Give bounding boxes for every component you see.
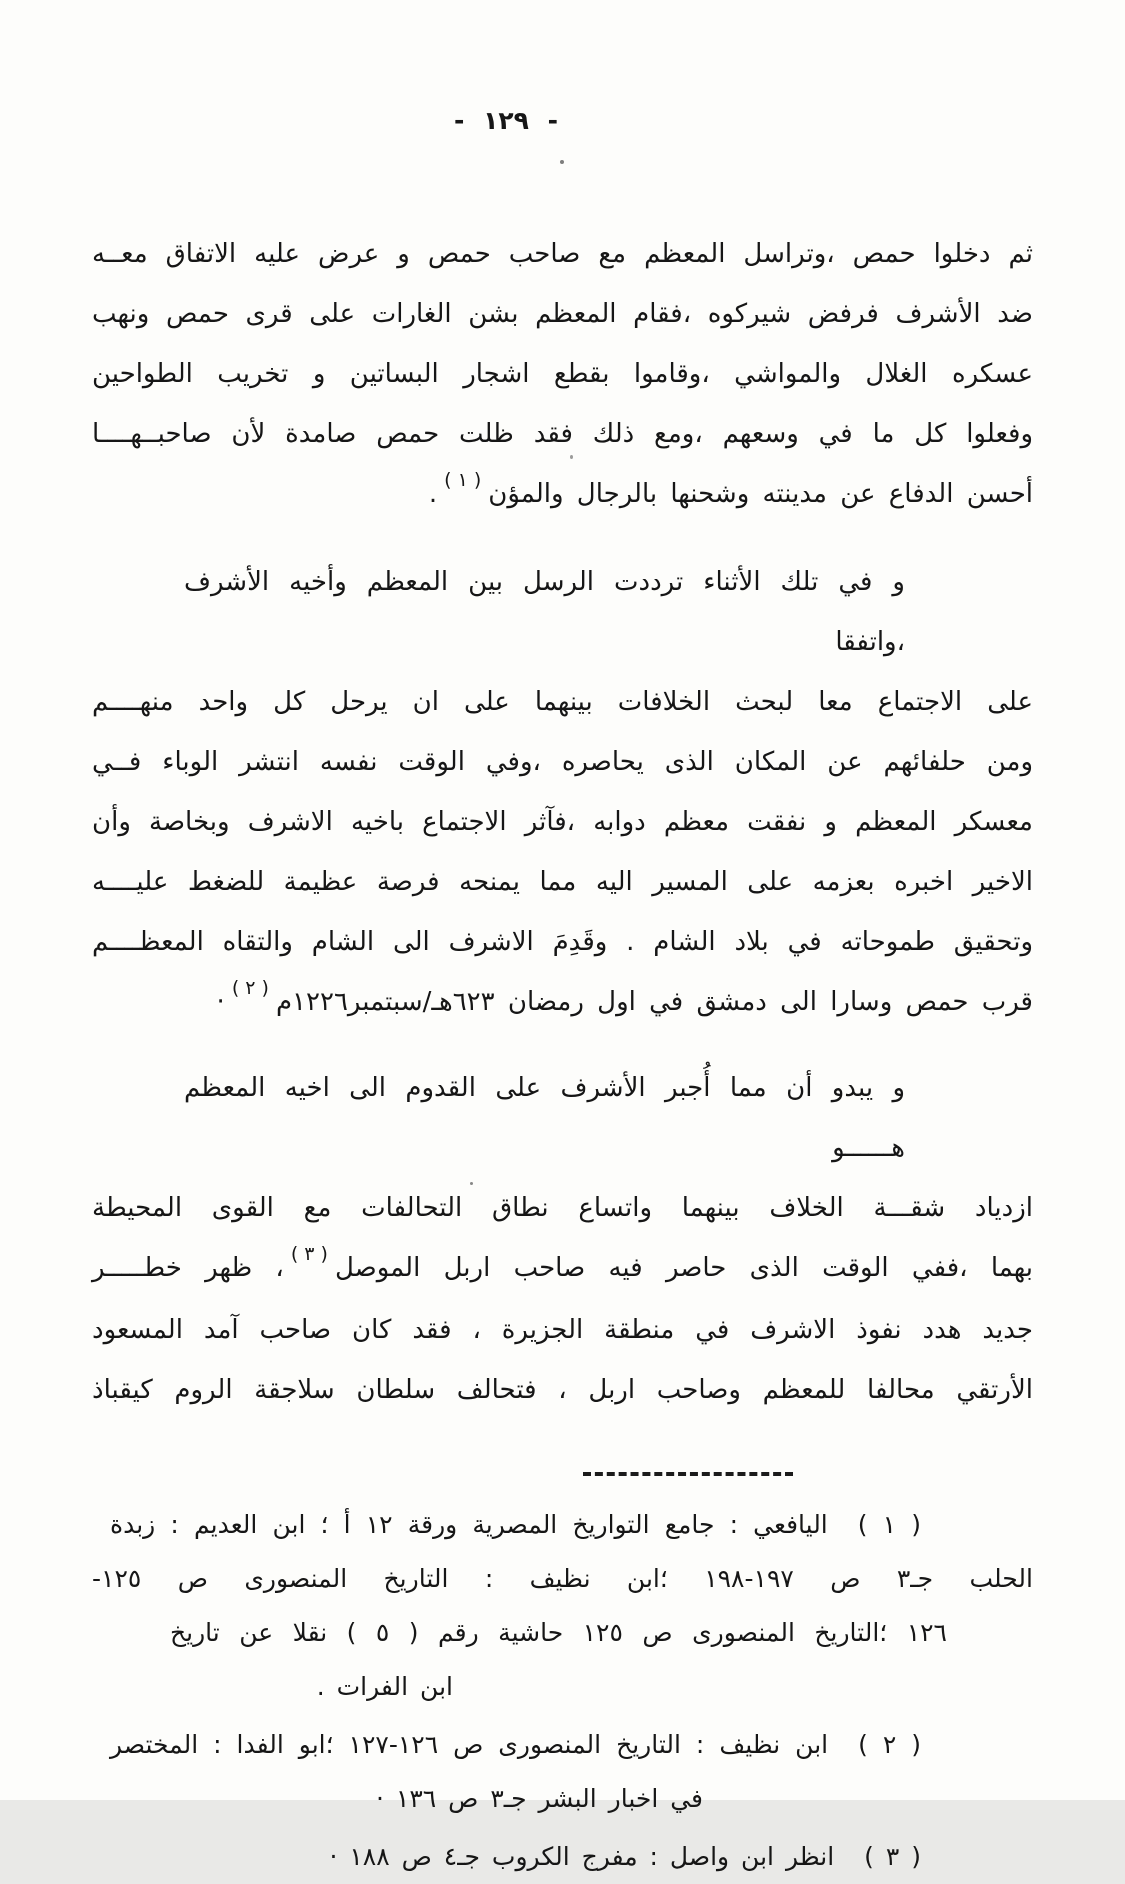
paragraph-3 bbox=[92, 1058, 1033, 1420]
text-segment: . bbox=[428, 479, 438, 509]
footnote-marker-1: ( ١ ) bbox=[857, 1510, 922, 1539]
text-line: جديد هدد نفوذ الاشرف في منطقة الجزيرة ، فقد كان صاحب آمد المسعود bbox=[92, 1315, 1033, 1345]
text-line: وفعلوا كل ما في وسعهم ،ومع ذلك فقد ظلت حمص صامدة لأن صاحبــهــــا bbox=[92, 419, 1033, 449]
footnotes-section bbox=[92, 1498, 1033, 1884]
footnote-3 bbox=[92, 1830, 1033, 1884]
text-line: على الاجتماع معا لبحث الخلافات بينهما على ان يرحل كل واحد منهــــم bbox=[92, 687, 1033, 717]
page-content bbox=[92, 224, 1033, 1884]
text-line: عسكره الغلال والمواشي ،وقاموا بقطع اشجار البساتين و تخريب الطواحين bbox=[92, 359, 1033, 389]
footnote-marker-2: ( ٢ ) bbox=[858, 1730, 922, 1759]
text-line: و في تلك الأثناء ترددت الرسل بين المعظم وأخيه الأشرف ،واتفقا bbox=[184, 567, 905, 657]
footnote-line: ١٢٦ ؛التاريخ المنصورى ص ١٢٥ حاشية رقم ( ٥ ) نقلا عن تاريخ bbox=[170, 1618, 947, 1647]
footnote-marker-3: ( ٣ ) bbox=[864, 1842, 921, 1871]
text-line: ثم دخلوا حمص ،وتراسل المعظم مع صاحب حمص و عرض عليه الاتفاق معــه bbox=[92, 239, 1033, 269]
footnote-line: في اخبار البشر جـ٣ ص ١٣٦ · bbox=[375, 1784, 703, 1813]
footnote-text: انظر ابن واصل : مفرج الكروب جـ٤ ص ١٨٨ · bbox=[329, 1842, 835, 1871]
footnote-ref-3: ( ٣ ) bbox=[290, 1243, 328, 1265]
footnote-line: الحلب جـ٣ ص ١٩٧-١٩٨ ؛ابن نظيف : التاريخ المنصورى ص ١٢٥- bbox=[92, 1564, 1033, 1593]
text-line: ازدياد شقـــة الخلاف بينهما واتساع نطاق التحالفات مع القوى المحيطة bbox=[92, 1193, 1033, 1223]
text-line: الاخير اخبره بعزمه على المسير اليه مما يمنحه فرصة عظيمة للضغط عليــــه bbox=[92, 867, 1033, 897]
text-segment: قرب حمص وسارا الى دمشق في اول رمضان ٦٢٣هـ/سبتمبر١٢٢٦م bbox=[275, 987, 1033, 1017]
text-segment: ، ظهر خطـــــر bbox=[92, 1253, 284, 1283]
footnote-ref-2: ( ٢ ) bbox=[231, 977, 269, 999]
text-segment: أحسن الدفاع عن مدينته وشحنها بالرجال والمؤن bbox=[488, 479, 1033, 509]
text-line bbox=[92, 464, 1033, 526]
footnote-line bbox=[92, 1718, 1033, 1772]
text-line: ضد الأشرف فرفض شيركوه ،فقام المعظم بشن الغارات على قرى حمص ونهب bbox=[92, 299, 1033, 329]
page-number: - ١٢٩ - bbox=[454, 106, 558, 135]
paragraph-1 bbox=[92, 224, 1033, 526]
footnote-text: ابن نظيف : التاريخ المنصورى ص ١٢٦-١٢٧ ؛ابو الفدا : المختصر bbox=[110, 1730, 829, 1759]
footnote-2 bbox=[92, 1718, 1033, 1826]
footnote-1 bbox=[92, 1498, 1033, 1714]
text-line bbox=[92, 972, 1033, 1034]
text-line bbox=[92, 1238, 1033, 1300]
text-segment: · bbox=[216, 987, 225, 1017]
paragraph-2 bbox=[92, 552, 1033, 1034]
footnote-line: ابن الفرات . bbox=[316, 1672, 453, 1701]
text-line: وتحقيق طموحاته في بلاد الشام . وقَدِمَ الاشرف الى الشام والتقاه المعظــــم bbox=[92, 927, 1033, 957]
text-line: ومن حلفائهم عن المكان الذى يحاصره ،وفي الوقت نفسه انتشر الوباء فــي bbox=[92, 747, 1033, 777]
text-line: الأرتقي محالفا للمعظم وصاحب اربل ، فتحالف سلطان سلاجقة الروم كيقباذ bbox=[92, 1375, 1033, 1405]
scan-speck bbox=[560, 160, 564, 164]
footnote-separator bbox=[583, 1472, 793, 1476]
footnote-line bbox=[92, 1830, 1033, 1884]
footnote-line bbox=[92, 1498, 1033, 1552]
text-segment: بهما ،ففي الوقت الذى حاصر فيه صاحب اربل الموصل bbox=[334, 1253, 1033, 1283]
footnote-ref-1: ( ١ ) bbox=[444, 469, 482, 491]
text-line: و يبدو أن مما أُجبر الأشرف على القدوم الى اخيه المعظم هــــــو bbox=[184, 1073, 905, 1163]
text-line: معسكر المعظم و نفقت معظم دوابه ،فآثر الاجتماع باخيه الاشرف وبخاصة وأن bbox=[92, 807, 1033, 837]
footnote-text: اليافعي : جامع التواريخ المصرية ورقة ١٢ أ ؛ ابن العديم : زبدة bbox=[110, 1510, 828, 1539]
